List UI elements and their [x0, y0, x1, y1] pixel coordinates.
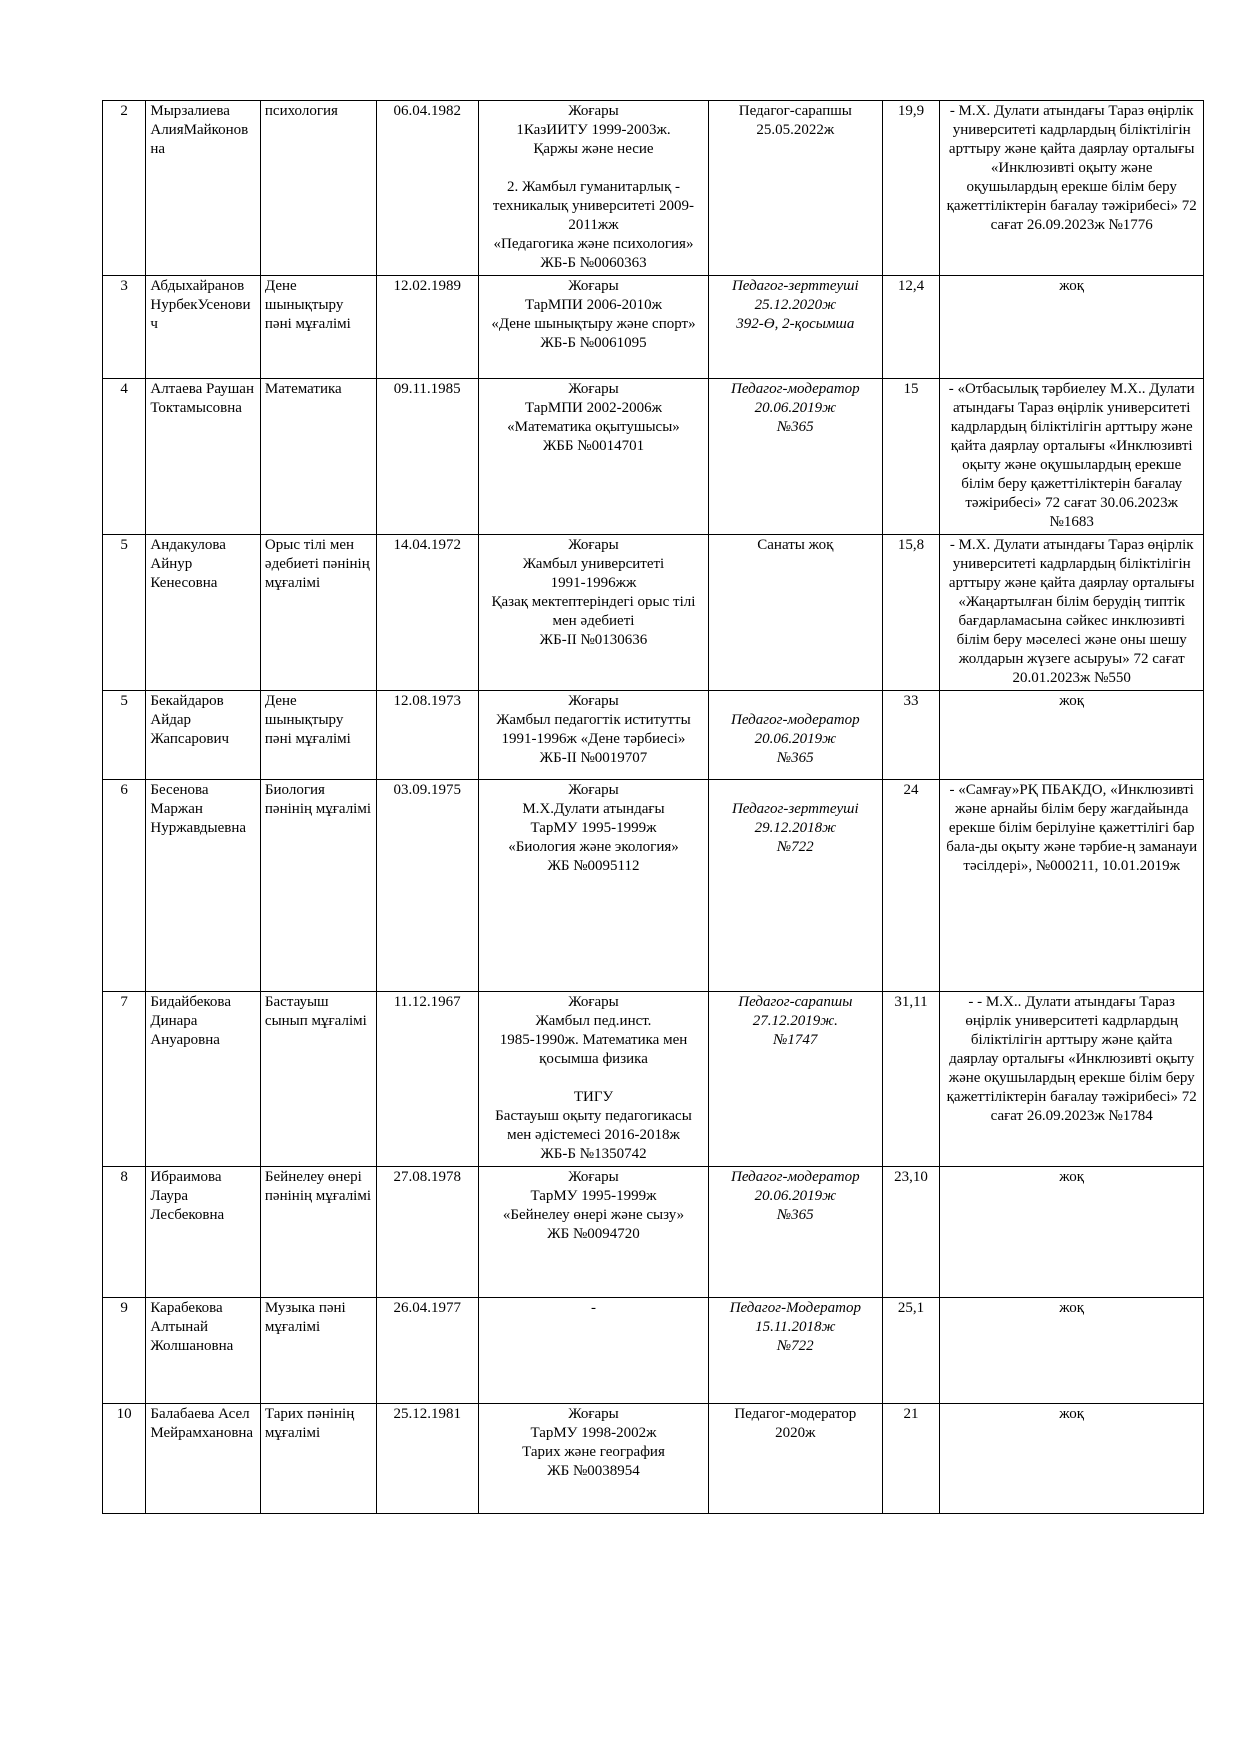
birth-date-cell: 11.12.1967: [376, 992, 478, 1167]
qualification-category-cell: Педагог-модератор 20.06.2019ж №365: [709, 691, 882, 780]
subject-cell: Орыс тілі мен әдебиеті пәнінің мұғалімі: [260, 535, 376, 691]
education-cell: Жоғары Жамбыл университеті 1991-1996жж Қазақ мектептеріндегі орыс тілі мен әдебиеті ЖБ-ІІ №0130636: [478, 535, 708, 691]
training-courses-cell: жоқ: [940, 276, 1204, 379]
row-number-cell: 5: [103, 535, 146, 691]
experience-years-cell: 24: [882, 780, 940, 992]
education-cell: -: [478, 1298, 708, 1404]
experience-years-cell: 23,10: [882, 1167, 940, 1298]
birth-date-cell: 06.04.1982: [376, 101, 478, 276]
table-row: [103, 691, 1204, 780]
birth-date-cell: 03.09.1975: [376, 780, 478, 992]
qualification-category-cell: Педагог-зерттеуші 25.12.2020ж 392-Ө, 2-қосымша: [709, 276, 882, 379]
table-row: [103, 1167, 1204, 1298]
experience-years-cell: 25,1: [882, 1298, 940, 1404]
row-number-cell: 7: [103, 992, 146, 1167]
experience-years-cell: 15: [882, 379, 940, 535]
row-number-cell: 6: [103, 780, 146, 992]
birth-date-cell: 27.08.1978: [376, 1167, 478, 1298]
training-courses-cell: - «Отбасылық тәрбиелеу М.Х.. Дулати атындағы Тараз өңірлік университеті кадрлардың біліктілігін арттыру және қайта даярлау орталығы «Инклюзивті оқыту және оқушылардың ерекше білім беру қажеттіліктерін бағалау тәжірибесі» 72 сағат 30.06.2023ж №1683: [940, 379, 1204, 535]
table-row: [103, 379, 1204, 535]
teacher-name-cell: Бидайбекова Динара Ануаровна: [146, 992, 261, 1167]
education-cell: Жоғары ТарМПИ 2002-2006ж «Математика оқытушысы» ЖББ №0014701: [478, 379, 708, 535]
table-row: [103, 101, 1204, 276]
row-number-cell: 10: [103, 1404, 146, 1514]
training-courses-cell: жоқ: [940, 1298, 1204, 1404]
qualification-category-cell: Педагог-сарапшы 27.12.2019ж. №1747: [709, 992, 882, 1167]
training-courses-cell: - - М.Х.. Дулати атындағы Тараз өңірлік университеті кадрлардың біліктілігін арттыру және қайта даярлау орталығы «Инклюзивті оқыту және оқушылардың ерекше білім беру қажеттіліктерін бағалау тәжірибесі» 72 сағат 26.09.2023ж №1784: [940, 992, 1204, 1167]
education-cell: Жоғары Жамбыл пед.инст. 1985-1990ж. Математика мен қосымша физика ТИГУ Бастауыш оқыту педагогикасы мен әдістемесі 2016-2018ж ЖБ-Б №1350742: [478, 992, 708, 1167]
qualification-category-cell: Педагог-сарапшы 25.05.2022ж: [709, 101, 882, 276]
qualification-category-cell: Педагог-Модератор 15.11.2018ж №722: [709, 1298, 882, 1404]
education-cell: Жоғары Жамбыл педагогтік иститутты 1991-1996ж «Дене тәрбиесі» ЖБ-ІІ №0019707: [478, 691, 708, 780]
subject-cell: Дене шынықтыру пәні мұғалімі: [260, 691, 376, 780]
experience-years-cell: 31,11: [882, 992, 940, 1167]
subject-cell: Бастауыш сынып мұғалімі: [260, 992, 376, 1167]
teacher-name-cell: Алтаева Раушан Токтамысовна: [146, 379, 261, 535]
teacher-name-cell: Мырзалиева АлияМайконовна: [146, 101, 261, 276]
birth-date-cell: 14.04.1972: [376, 535, 478, 691]
row-number-cell: 3: [103, 276, 146, 379]
training-courses-cell: жоқ: [940, 691, 1204, 780]
birth-date-cell: 12.02.1989: [376, 276, 478, 379]
subject-cell: Тарих пәнінің мұғалімі: [260, 1404, 376, 1514]
birth-date-cell: 09.11.1985: [376, 379, 478, 535]
teacher-name-cell: Абдыхайранов НурбекУсенович: [146, 276, 261, 379]
birth-date-cell: 12.08.1973: [376, 691, 478, 780]
teacher-name-cell: Ибраимова Лаура Лесбековна: [146, 1167, 261, 1298]
teacher-name-cell: Карабекова Алтынай Жолшановна: [146, 1298, 261, 1404]
education-cell: Жоғары М.Х.Дулати атындағы ТарМУ 1995-1999ж «Биология және экология» ЖБ №0095112: [478, 780, 708, 992]
qualification-category-cell: Педагог-модератор 20.06.2019ж №365: [709, 1167, 882, 1298]
training-courses-cell: жоқ: [940, 1404, 1204, 1514]
qualification-category-cell: Санаты жоқ: [709, 535, 882, 691]
table-row: [103, 276, 1204, 379]
table-row: [103, 992, 1204, 1167]
table-row: [103, 780, 1204, 992]
education-cell: Жоғары 1КазИИТУ 1999-2003ж. Қаржы және несие 2. Жамбыл гуманитарлық - техникалық университеті 2009-2011жж «Педагогика және психология» ЖБ-Б №0060363: [478, 101, 708, 276]
subject-cell: Музыка пәні мұғалімі: [260, 1298, 376, 1404]
qualification-category-cell: Педагог-зерттеуші 29.12.2018ж №722: [709, 780, 882, 992]
training-courses-cell: - «Самғау»РҚ ПБАКДО, «Инклюзивті және арнайы білім беру жағдайында ерекше білім берілуіне қажеттілігі бар бала-ды оқыту және тәрбие-ң заманауи тәсілдері», №000211, 10.01.2019ж: [940, 780, 1204, 992]
teacher-name-cell: Бесенова Маржан Нуржавдыевна: [146, 780, 261, 992]
table-body: [103, 101, 1204, 1514]
experience-years-cell: 12,4: [882, 276, 940, 379]
row-number-cell: 4: [103, 379, 146, 535]
education-cell: Жоғары ТарМПИ 2006-2010ж «Дене шынықтыру және спорт» ЖБ-Б №0061095: [478, 276, 708, 379]
subject-cell: психология: [260, 101, 376, 276]
education-cell: Жоғары ТарМУ 1998-2002ж Тарих және география ЖБ №0038954: [478, 1404, 708, 1514]
education-cell: Жоғары ТарМУ 1995-1999ж «Бейнелеу өнері және сызу» ЖБ №0094720: [478, 1167, 708, 1298]
experience-years-cell: 33: [882, 691, 940, 780]
table-row: [103, 1404, 1204, 1514]
table-row: [103, 535, 1204, 691]
qualification-category-cell: Педагог-модератор 20.06.2019ж №365: [709, 379, 882, 535]
row-number-cell: 8: [103, 1167, 146, 1298]
row-number-cell: 2: [103, 101, 146, 276]
subject-cell: Дене шынықтыру пәні мұғалімі: [260, 276, 376, 379]
table-row: [103, 1298, 1204, 1404]
teacher-name-cell: Бекайдаров Айдар Жапсарович: [146, 691, 261, 780]
experience-years-cell: 21: [882, 1404, 940, 1514]
teacher-name-cell: Балабаева Асел Мейрамхановна: [146, 1404, 261, 1514]
training-courses-cell: - М.Х. Дулати атындағы Тараз өңірлік университеті кадрлардың біліктілігін арттыру және қайта даярлау орталығы «Жаңартылған білім берудің типтік бағдарламасына сәйкес инклюзивті білім беру мәселесі және оны шешу жолдарын жүзеге асыруы» 72 сағат 20.01.2023ж №550: [940, 535, 1204, 691]
teacher-name-cell: Андакулова Айнур Кенесовна: [146, 535, 261, 691]
experience-years-cell: 19,9: [882, 101, 940, 276]
qualification-category-cell: Педагог-модератор 2020ж: [709, 1404, 882, 1514]
training-courses-cell: - М.Х. Дулати атындағы Тараз өңірлік университеті кадрлардың біліктілігін арттыру және қайта даярлау орталығы «Инклюзивті оқыту және оқушылардың ерекше білім беру қажеттіліктерін бағалау тәжірибесі» 72 сағат 26.09.2023ж №1776: [940, 101, 1204, 276]
birth-date-cell: 25.12.1981: [376, 1404, 478, 1514]
row-number-cell: 9: [103, 1298, 146, 1404]
birth-date-cell: 26.04.1977: [376, 1298, 478, 1404]
staff-table: [102, 100, 1204, 1514]
subject-cell: Бейнелеу өнері пәнінің мұғалімі: [260, 1167, 376, 1298]
training-courses-cell: жоқ: [940, 1167, 1204, 1298]
subject-cell: Математика: [260, 379, 376, 535]
row-number-cell: 5: [103, 691, 146, 780]
subject-cell: Биология пәнінің мұғалімі: [260, 780, 376, 992]
experience-years-cell: 15,8: [882, 535, 940, 691]
